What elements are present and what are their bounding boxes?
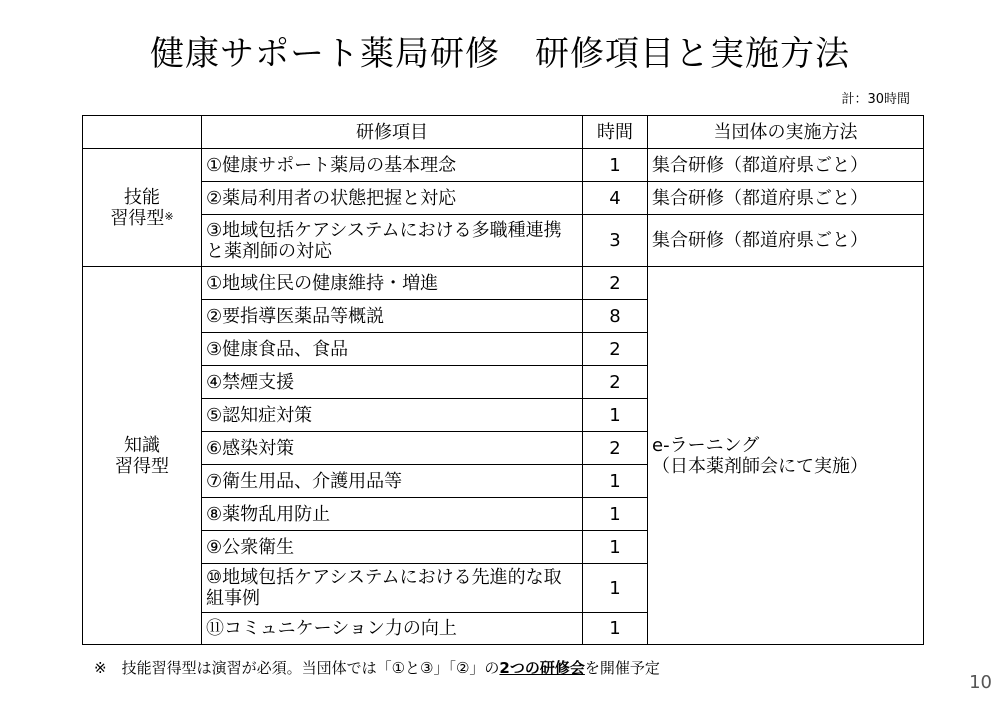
item-hours: 1 [583,149,648,182]
header-method: 当団体の実施方法 [648,116,924,149]
item-method: 集合研修（都道府県ごと） [648,182,924,215]
category-knowledge-line2: 習得型 [115,455,169,477]
item-hours: 1 [583,465,648,498]
item-label: ⑪コミュニケーション力の向上 [202,613,583,645]
note-mark: ※ [164,209,174,223]
header-hours: 時間 [583,116,648,149]
item-hours: 2 [583,432,648,465]
item-label: ⑥感染対策 [202,432,583,465]
item-hours: 8 [583,300,648,333]
category-skill [83,149,202,267]
table-row [83,149,924,182]
category-knowledge-line1: 知識 [124,434,160,456]
item-label: ⑧薬物乱用防止 [202,498,583,531]
table-row [83,215,924,267]
header-item: 研修項目 [202,116,583,149]
page-number: 10 [969,672,992,693]
method-elearning-line2: （日本薬剤師会にて実施） [652,455,868,477]
item-hours: 2 [583,333,648,366]
item-label: ④禁煙支援 [202,366,583,399]
header-blank [83,116,202,149]
item-hours: 4 [583,182,648,215]
method-elearning [648,267,924,645]
item-label: ⑦衛生用品、介護用品等 [202,465,583,498]
footnote-emphasis: 2つの研修会 [499,659,585,677]
item-hours: 1 [583,399,648,432]
method-elearning-line1: e-ラーニング [652,434,760,456]
item-hours: 3 [583,215,648,267]
item-method: 集合研修（都道府県ごと） [648,215,924,267]
item-label: ⑤認知症対策 [202,399,583,432]
category-skill-line2: 習得型 [110,207,165,229]
item-hours: 1 [583,498,648,531]
item-label: ③地域包括ケアシステムにおける多職種連携と薬剤師の対応 [202,215,583,267]
training-table [82,115,924,645]
item-label: ⑨公衆衛生 [202,531,583,564]
category-skill-line1: 技能 [124,186,160,208]
total-hours: 計：30時間 [841,92,910,107]
category-knowledge [83,267,202,645]
item-label: ①地域住民の健康維持・増進 [202,267,583,300]
item-hours: 2 [583,366,648,399]
table-row [83,182,924,215]
footnote-prefix: ※ 技能習得型は演習が必須。当団体では「①と③」「②」の [94,659,500,677]
table-header-row [83,116,924,149]
item-method: 集合研修（都道府県ごと） [648,149,924,182]
slide-title: 健康サポート薬局研修 研修項目と実施方法 [150,34,850,74]
item-hours: 1 [583,531,648,564]
footnote [94,657,660,678]
item-hours: 2 [583,267,648,300]
item-label: ②薬局利用者の状態把握と対応 [202,182,583,215]
item-label: ⑩地域包括ケアシステムにおける先進的な取組事例 [202,564,583,613]
item-hours: 1 [583,613,648,645]
item-label: ①健康サポート薬局の基本理念 [202,149,583,182]
item-label: ②要指導医薬品等概説 [202,300,583,333]
table-row [83,267,924,300]
item-label: ③健康食品、食品 [202,333,583,366]
item-hours: 1 [583,564,648,613]
footnote-suffix: を開催予定 [584,659,660,677]
